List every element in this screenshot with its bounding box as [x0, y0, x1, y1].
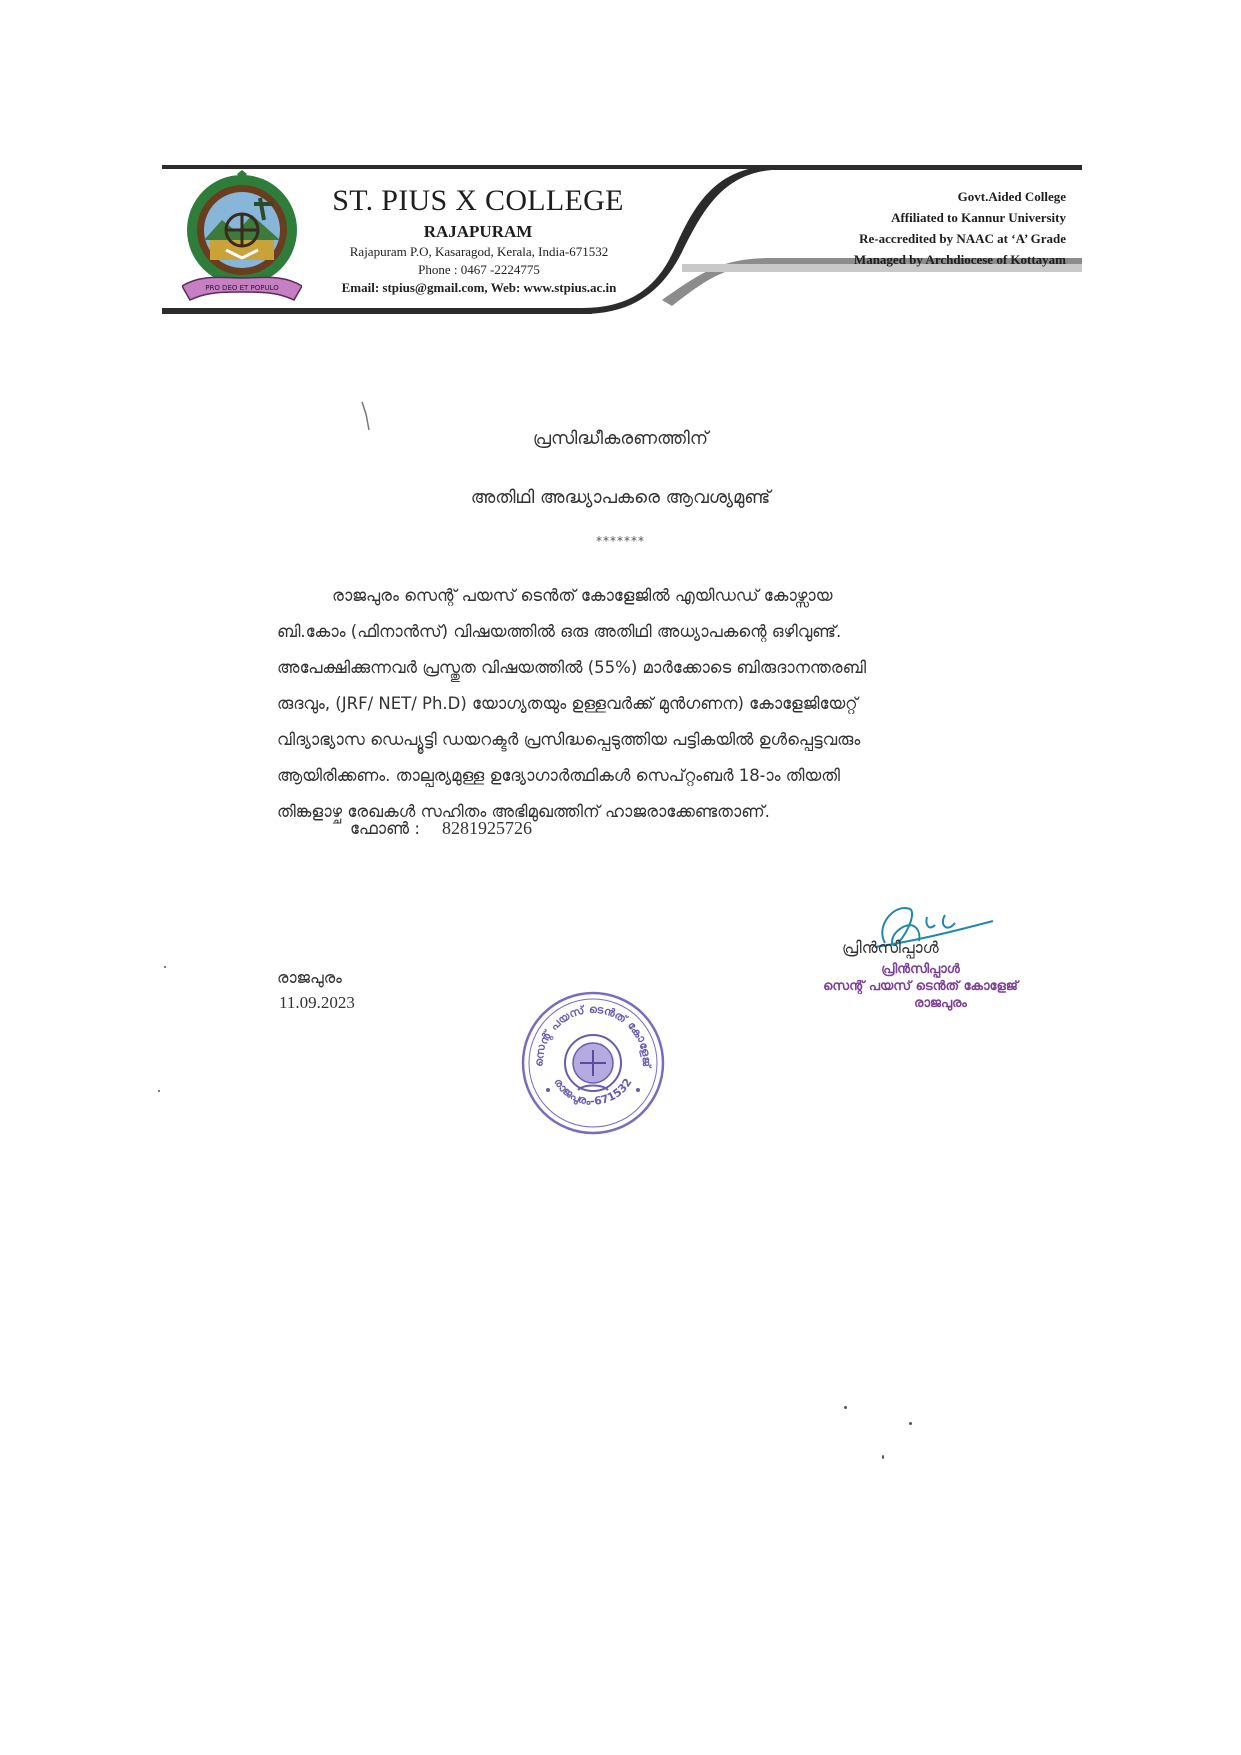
accreditation-block [766, 186, 1066, 270]
body-line: ആയിരിക്കണം. താല്പര്യമുള്ള ഉദ്യോഗാർത്ഥികൾ സെപ്റ്റംബർ 18-ാം തിയതി [277, 766, 840, 785]
college-seal [520, 990, 666, 1136]
stamp-line: രാജപുരം [914, 996, 967, 1011]
svg-text:PRO DEO ET POPULO: PRO DEO ET POPULO [205, 284, 279, 292]
college-address: Rajapuram P.O, Kasaragod, Kerala, India-671532 [349, 244, 609, 259]
college-email-web: Email: stpius@gmail.com, Web: www.stpius.ac.in [341, 280, 617, 295]
contact-phone [350, 818, 532, 839]
accreditation-line: Managed by Archdiocese of Kottayam [853, 252, 1066, 267]
separator: ******* [596, 534, 645, 548]
college-logo [182, 170, 302, 308]
date: 11.09.2023 [279, 993, 355, 1012]
principal-stamp [808, 962, 1033, 1011]
body-line: ബി.കോം (ഫിനാൻസ്) വിഷയത്തിൽ ഒരു അതിഥി അധ്യാപകന്റെ ഒഴിവുണ്ട്. [277, 622, 842, 641]
accreditation-line: Affiliated to Kannur University [891, 210, 1066, 225]
body-line: വിദ്യാഭ്യാസ ഡെപ്യൂട്ടി ഡയറക്ടർ പ്രസിദ്ധപ്പെടുത്തിയ പട്ടികയിൽ ഉൾപ്പെട്ടവരും [277, 730, 861, 749]
college-name: ST. PIUS X COLLEGE [332, 184, 624, 217]
stamp-line: സെന്റ് പയസ് ടെൻത് കോളേജ് [823, 979, 1018, 994]
scan-speck [844, 1406, 847, 1409]
notice-title: പ്രസിദ്ധീകരണത്തിന് [532, 428, 709, 449]
principal-label: പ്രിൻസിപ്പാൾ [842, 938, 939, 957]
stamp-line: പ്രിൻസിപ്പാൾ [881, 962, 960, 977]
body-line: തിങ്കളാഴ്ച രേഖകൾ സഹിതം അഭിമുഖത്തിന് ഹാജരാക്കേണ്ടതാണ്. [277, 802, 770, 821]
scan-speck [909, 1422, 912, 1425]
accreditation-line: Re-accredited by NAAC at ‘A’ Grade [859, 231, 1066, 246]
place: രാജപുരം [277, 968, 342, 987]
phone-number: 8281925726 [441, 818, 532, 838]
scan-speck [164, 966, 166, 968]
notice-subtitle: അതിഥി അദ്ധ്യാപകരെ ആവശ്യമുണ്ട് [470, 487, 771, 508]
scan-speck [158, 1090, 160, 1092]
body-line: രുദവും, (JRF/ NET/ Ph.D) യോഗ്യതയും ഉള്ളവർക്ക് മുൻഗണന) കോളേജിയേറ്റ് [277, 694, 858, 713]
body-line: രാജപുരം സെന്റ് പയസ് ടെൻത് കോളേജിൽ എയിഡഡ് കോഴ്സായ [332, 586, 833, 605]
college-place: RAJAPURAM [423, 222, 533, 241]
accreditation-line: Govt.Aided College [957, 189, 1066, 204]
letterhead [162, 162, 1082, 320]
seal-bottom-text: രാജപുരം-671532 [551, 1075, 635, 1108]
scan-speck [882, 1455, 884, 1459]
seal-text: സെന്റ് പയസ് ടെൻത് കോളേജ് [532, 1002, 654, 1068]
college-phone: Phone : 0467 -2224775 [418, 262, 540, 277]
body-line: അപേക്ഷിക്കുന്നവർ പ്രസ്തുത വിഷയത്തിൽ (55%) മാർക്കോടെ ബിരുദാനന്തരബി [277, 658, 867, 677]
notice-body [277, 578, 1055, 830]
phone-label: ഫോൺ : [350, 819, 420, 838]
